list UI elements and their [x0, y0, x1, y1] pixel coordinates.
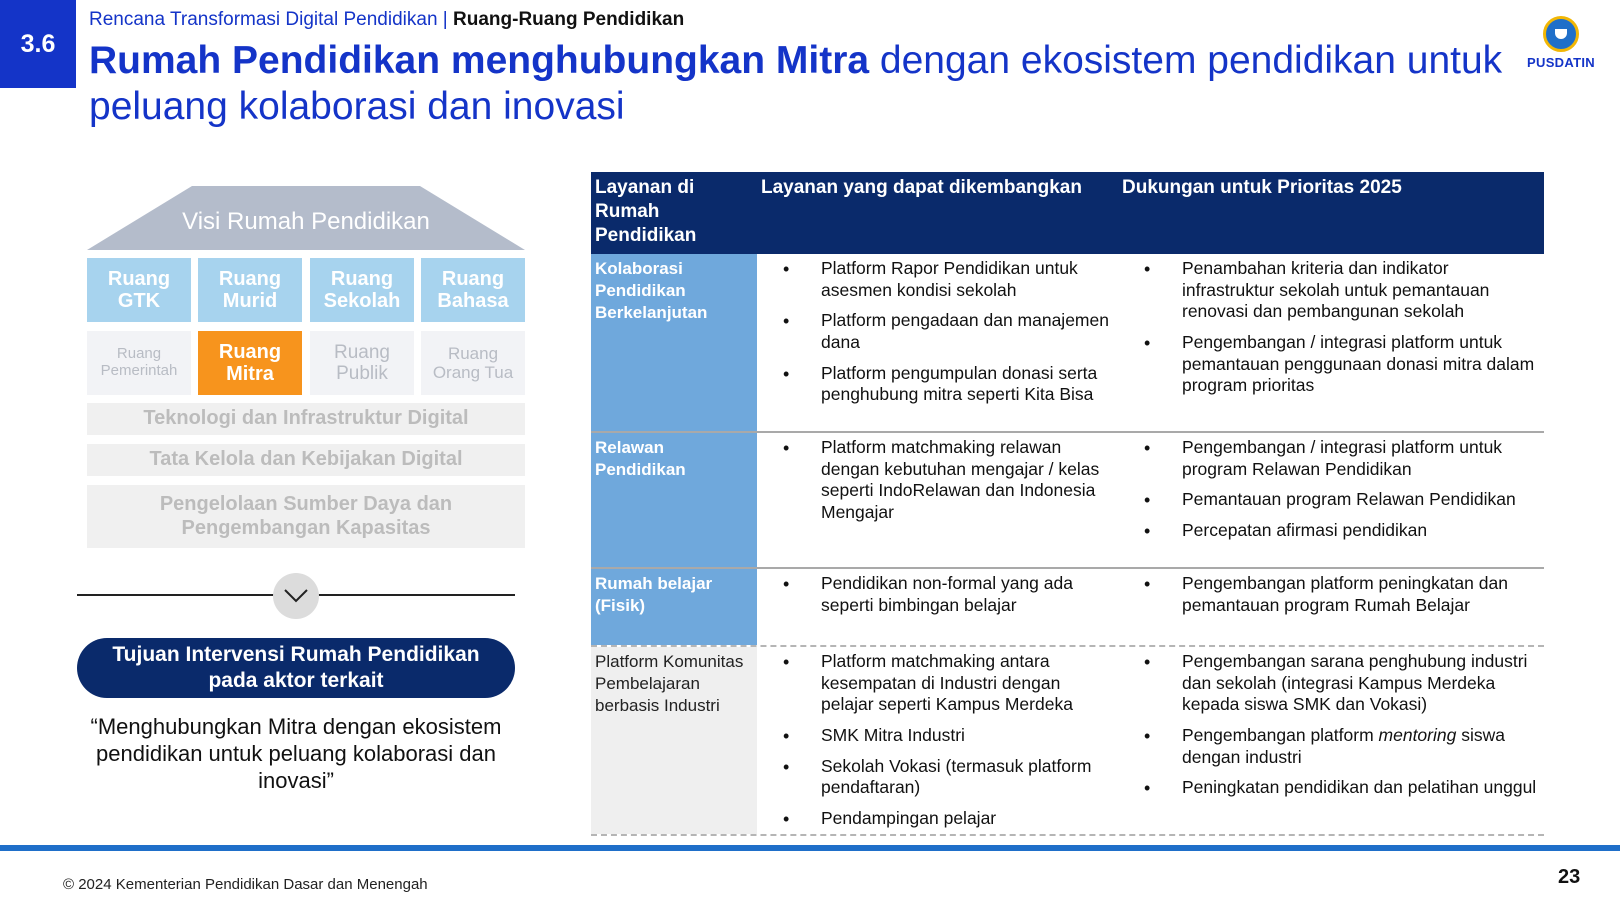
table-header-cell: Layanan yang dapat dikembangkan: [761, 177, 1082, 198]
tut-wuri-handayani-emblem-icon: [1543, 16, 1579, 52]
pusdatin-logo: [1522, 16, 1600, 70]
page-title: [89, 38, 1529, 130]
table-header-row: [591, 172, 1544, 254]
list-item: • Platform matchmaking relawan dengan kebutuhan mengajar / kelas seperti IndoRelawan dan Indonesia Mengajar: [757, 437, 1114, 524]
list-item: • SMK Mitra Industri: [757, 725, 1114, 747]
footer-bar: [0, 845, 1620, 851]
row-service: Relawan Pendidikan: [591, 433, 757, 567]
roof-label: Visi Rumah Pendidikan: [182, 208, 430, 235]
row-service: Rumah belajar (Fisik): [591, 569, 757, 645]
copyright-text: © 2024 Kementerian Pendidikan Dasar dan Menengah: [63, 876, 428, 893]
row-support: [1118, 647, 1544, 834]
table-row: [591, 433, 1544, 569]
list-item: • Pengembangan platform peningkatan dan pemantauan program Rumah Belajar: [1118, 573, 1540, 616]
page-title-bold: Rumah Pendidikan menghubungkan Mitra: [89, 39, 870, 82]
list-item: • Peningkatan pendidikan dan pelatihan unggul: [1118, 777, 1540, 799]
chevron-down-icon: [273, 573, 319, 619]
breadcrumb-parent: Rencana Transformasi Digital Pendidikan: [89, 9, 438, 30]
breadcrumb: [89, 9, 684, 31]
page-title-regular: dengan ekosistem pendidikan untuk peluang kolaborasi dan inovasi: [89, 39, 1503, 128]
band-tata-kelola: Tata Kelola dan Kebijakan Digital: [87, 444, 525, 476]
list-item: • Penambahan kriteria dan indikator infrastruktur sekolah untuk pemantauan renovasi dan pembangunan sekolah: [1118, 258, 1540, 323]
list-item: • Pengembangan / integrasi platform untuk program Relawan Pendidikan: [1118, 437, 1540, 480]
room-bahasa: Ruang Bahasa: [421, 258, 525, 322]
list-item: • Pendidikan non-formal yang ada seperti bimbingan belajar: [757, 573, 1114, 616]
band-sumber-daya: Pengelolaan Sumber Daya dan Pengembangan Kapasitas: [87, 485, 525, 548]
row-developable: [757, 647, 1118, 834]
list-item: • Platform pengadaan dan manajemen dana: [757, 310, 1114, 353]
room-sekolah: Ruang Sekolah: [310, 258, 414, 322]
goal-pill: [77, 638, 515, 698]
row-service: Platform Komunitas Pembelajaran berbasis Industri: [591, 647, 757, 834]
table-row: [591, 569, 1544, 647]
goal-pill-line1: Tujuan Intervensi Rumah Pendidikan: [112, 642, 480, 666]
row-support: [1118, 254, 1544, 431]
section-number-badge: 3.6: [0, 0, 76, 88]
room-orang-tua: Ruang Orang Tua: [421, 331, 525, 395]
table-row: [591, 647, 1544, 836]
list-item: • Pengembangan sarana penghubung industri dan sekolah (integrasi Kampus Merdeka kepada siswa SMK dan Vokasi): [1118, 651, 1540, 716]
list-item: • Pengembangan / integrasi platform untuk pemantauan penggunaan donasi mitra dalam program prioritas: [1118, 332, 1540, 397]
room-gtk: Ruang GTK: [87, 258, 191, 322]
list-item: • Sekolah Vokasi (termasuk platform pendaftaran): [757, 756, 1114, 799]
list-item: • Platform Rapor Pendidikan untuk asesmen kondisi sekolah: [757, 258, 1114, 301]
band-teknologi: Teknologi dan Infrastruktur Digital: [87, 403, 525, 435]
list-item: • Pengembangan platform mentoring siswa dengan industri: [1118, 725, 1540, 768]
list-item: • Pendampingan pelajar: [757, 808, 1114, 830]
list-item: • Platform matchmaking antara kesempatan di Industri dengan pelajar seperti Kampus Merdeka: [757, 651, 1114, 716]
list-item: • Pemantauan program Relawan Pendidikan: [1118, 489, 1540, 511]
row-developable: [757, 254, 1118, 431]
logo-text: PUSDATIN: [1527, 55, 1595, 70]
list-item: • Percepatan afirmasi pendidikan: [1118, 520, 1540, 542]
table-header-cell: Layanan di Rumah Pendidikan: [595, 177, 697, 246]
breadcrumb-separator: |: [437, 9, 454, 30]
list-item: • Platform pengumpulan donasi serta penghubung mitra seperti Kita Bisa: [757, 363, 1114, 406]
goal-quote: “Menghubungkan Mitra dengan ekosistem pendidikan untuk peluang kolaborasi dan inovasi”: [90, 714, 502, 793]
row-support: [1118, 433, 1544, 567]
services-table: [591, 172, 1544, 836]
table-row: [591, 254, 1544, 433]
page-number: 23: [1558, 866, 1581, 888]
row-developable: [757, 569, 1118, 645]
room-publik: Ruang Publik: [310, 331, 414, 395]
room-pemerintah: Ruang Pemerintah: [87, 331, 191, 395]
row-developable: [757, 433, 1118, 567]
table-header-cell: Dukungan untuk Prioritas 2025: [1122, 177, 1402, 198]
room-mitra: Ruang Mitra: [198, 331, 302, 395]
goal-pill-line2: pada aktor terkait: [208, 669, 384, 692]
row-support: [1118, 569, 1544, 645]
breadcrumb-current: Ruang-Ruang Pendidikan: [453, 9, 685, 30]
row-service: Kolaborasi Pendidikan Berkelanjutan: [591, 254, 757, 431]
room-murid: Ruang Murid: [198, 258, 302, 322]
